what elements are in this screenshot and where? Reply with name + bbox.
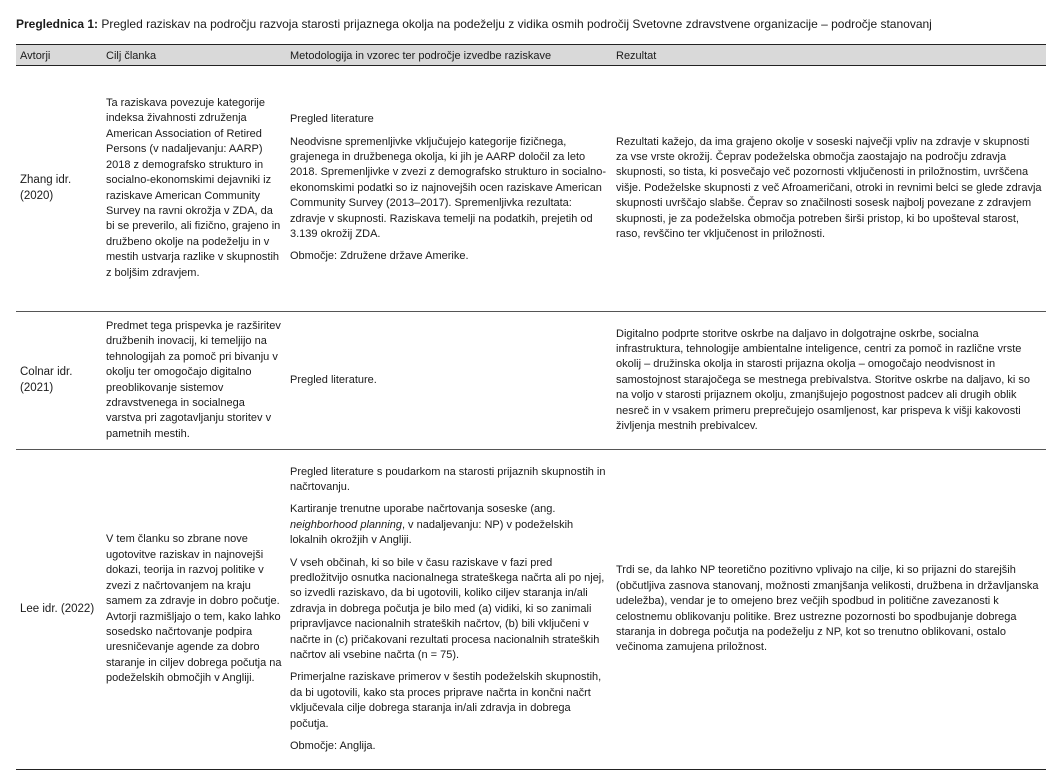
methodology-paragraph: Pregled literature s poudarkom na starosti prijaznih skupnostih in načrtovanju. bbox=[290, 465, 606, 493]
result-cell: Rezultati kažejo, da ima grajeno okolje v soseski največji vpliv na zdravje v skupnosti za vse vrste okrožij. Čeprav podeželska območja zaostajajo na področju zdravja skupnosti, so tista, ki posvečajo več pozornosti vključenosti in priložnostim, uvrščena višje. Podeželske skupnosti z več Afroameričani, otroki in revnimi belci se glede zdravja skupnosti uvrščajo slabše. Čeprav so značilnosti sosesk najbolj povezane z zdravjem skupnosti, je za podeželska območja potreben širši pristop, ki bo upošteval starost, raso, revščino ter vključenost in priložnosti. bbox=[612, 66, 1046, 312]
caption-text: Pregled raziskav na področju razvoja starosti prijaznega okolja na podeželju z vidika osmih področij Svetovne zdravstvene organizacije – področje stanovanj bbox=[101, 17, 932, 31]
table-row bbox=[16, 66, 1046, 312]
np-text-after: , v nadaljevanju: NP) v podeželskih lokalnih okrožjih v Angliji. bbox=[290, 518, 574, 547]
methodology-cell bbox=[286, 450, 612, 770]
aim-cell: V tem članku so zbrane nove ugotovitve raziskav in najnovejši dokazi, teorija in razvoj politike v zvezi z načrtovanjem na kraju samem za zdravje in dobro počutje. Avtorji razmišljajo o tem, kako lahko sosedsko načrtovanje podpira uresničevanje agende za dobro staranje in ciljev dobrega počutja na podeželskih območjih v Angliji. bbox=[102, 450, 286, 770]
methodology-paragraph: V vseh občinah, ki so bile v času raziskave v fazi pred predložitvijo osnutka nacionalnega strateškega načrta ali po njej, so izvedli raziskavo, da bi ugotovili, koliko ciljev staranja in/ali zdravja in dobrega počutja je bilo med (a) vidiki, ki so zanimali pripravljavce nacionalnih strateških načrtov, (b) bili vključeni v načrte in (c) pričakovani rezultati procesa nacionalnih strateških načrtov ali vsebine načrta (n = 75). bbox=[290, 556, 605, 662]
literature-review-table bbox=[16, 44, 1046, 770]
result-cell: Trdi se, da lahko NP teoretično pozitivno vplivajo na cilje, ki so prijazni do starejših (občutljiva zasnova stanovanj, možnosti zmanjšanja velikosti, družbena in državljanska udeležba), vendar je to omejeno brez večjih spodbud in politične zavezanosti k celostnemu oblikovanju politike. Brez ustrezne pozornosti bo spodbujanje dobrega staranja in dobrega počutja na podeželju z NP, kot so trenutno oblikovani, ostalo večinoma zamujena priložnost. bbox=[612, 450, 1046, 770]
methodology-cell bbox=[286, 312, 612, 450]
caption-label: Preglednica 1: bbox=[16, 17, 99, 31]
methodology-paragraph bbox=[290, 502, 608, 548]
methodology-paragraph: Pregled literature. bbox=[290, 373, 377, 386]
np-text-before: Kartiranje trenutne uporabe načrtovanja soseske (ang. bbox=[290, 503, 556, 516]
author-cell: Colnar idr. (2021) bbox=[16, 312, 102, 450]
methodology-paragraph: Neodvisne spremenljivke vključujejo kategorije fizičnega, grajenega in družbenega okolja, ki jih je AARP določil za leto 2018. Spremenljivke v zvezi z demografsko strukturo in socialno-ekonomskimi podatki so iz najnovejših ocen raziskave American Community Survey (2013–2017). Spremenljivka rezultata: zdravje v skupnosti. Raziskava temelji na podatkih, prejetih od 3.139 okrožij ZDA. bbox=[290, 135, 607, 241]
header-methodology: Metodologija in vzorec ter področje izvedbe raziskave bbox=[286, 45, 612, 66]
methodology-paragraph: Primerjalne raziskave primerov v šestih podeželskih skupnostih, da bi ugotovili, kako sta proces priprave načrta in končni načrt vključevala cilje dobrega staranja in/ali zdravja in dobrega počutja. bbox=[290, 671, 602, 730]
aim-cell: Predmet tega prispevka je razširitev družbenih inovacij, ki temeljijo na tehnologijah za pomoč pri bivanju v okolju ter omogočajo digitalno preoblikovanje sistemov zdravstvenega in socialnega varstva pri zagotavljanju storitev v pametnih mestih. bbox=[102, 312, 286, 450]
table-row bbox=[16, 450, 1046, 770]
header-aim: Cilj članka bbox=[102, 45, 286, 66]
methodology-paragraph: Območje: Združene države Amerike. bbox=[290, 250, 469, 263]
np-term: neighborhood planning bbox=[290, 518, 402, 531]
table-caption bbox=[16, 16, 1056, 32]
aim-cell: Ta raziskava povezuje kategorije indeksa živahnosti združenja American Association of Retired Persons (v nadaljevanju: AARP) 2018 z demografsko strukturo in socialno-ekonomskimi dejavniki iz raziskave American Community Survey na ravni okrožja v ZDA, da bi se preverilo, ali fizično, grajeno in družbeno okolje na podeželju in v mestih ustvarja razlike v skupnostih z boljšim zdravjem. bbox=[102, 66, 286, 312]
methodology-cell bbox=[286, 66, 612, 312]
table-row bbox=[16, 312, 1046, 450]
author-cell: Lee idr. (2022) bbox=[16, 450, 102, 770]
methodology-paragraph: Pregled literature bbox=[290, 113, 374, 126]
methodology-paragraph: Območje: Anglija. bbox=[290, 740, 376, 753]
table-header-row bbox=[16, 45, 1046, 66]
result-cell: Digitalno podprte storitve oskrbe na daljavo in dolgotrajne oskrbe, socialna infrastruktura, tehnologije ambientalne inteligence, centri za pomoč in različne vrste okolij – družinska okolja in starosti prijazna okolja – omogočajo neodvisnost in samostojnost starajočega se mestnega prebivalstva. Storitve oskrbe na daljavo, ki so na voljo v starosti prijaznem okolju, zmanjšujejo pogostnost padcev ali drugih oblik nesreč in v vsakem primeru preprečujejo osamljenost, kar prispeva k višji kakovosti življenja mestnih prebivalcev. bbox=[612, 312, 1046, 450]
header-result: Rezultat bbox=[612, 45, 1046, 66]
header-authors: Avtorji bbox=[16, 45, 102, 66]
author-cell: Zhang idr. (2020) bbox=[16, 66, 102, 312]
